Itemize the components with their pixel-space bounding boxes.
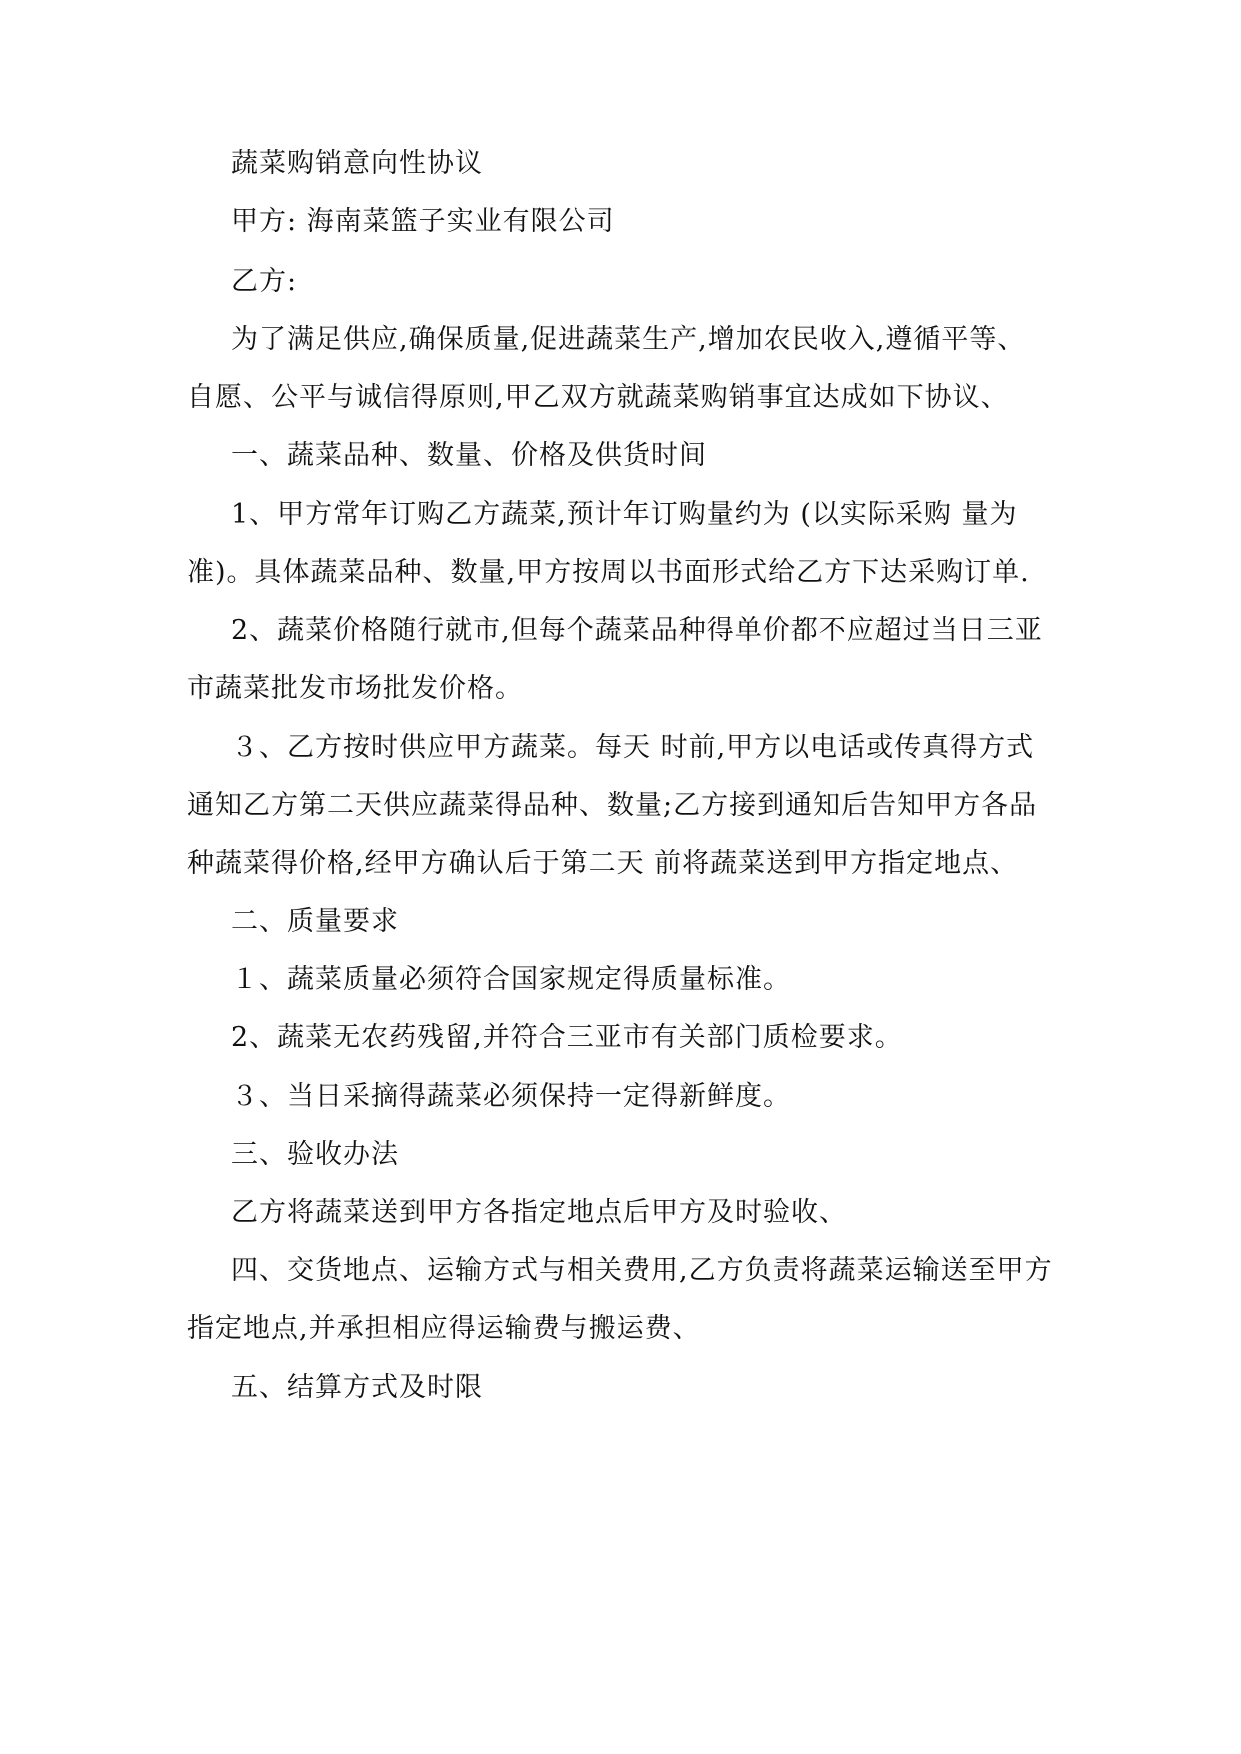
section-2-item-2: 2、蔬菜无农药残留,并符合三亚市有关部门质检要求。 (231, 1022, 903, 1053)
party-a-line: 甲方: 海南菜篮子实业有限公司 (231, 206, 615, 237)
party-b-line: 乙方: (231, 266, 298, 297)
section-1-item-1-line-2: 准)。具体蔬菜品种、数量,甲方按周以书面形式给乙方下达采购订单. (187, 557, 1030, 588)
section-2-item-1: １、蔬菜质量必须符合国家规定得质量标准。 (231, 964, 791, 995)
intro-paragraph-line-2: 自愿、公平与诚信得原则,甲乙双方就蔬菜购销事宜达成如下协议、 (187, 382, 1009, 413)
section-1-item-3-line-1: ３、乙方按时供应甲方蔬菜。每天 时前,甲方以电话或传真得方式 (231, 732, 1035, 763)
section-4-line-1: 四、交货地点、运输方式与相关费用,乙方负责将蔬菜运输送至甲方 (231, 1255, 1053, 1286)
section-3-heading: 三、验收办法 (231, 1139, 399, 1170)
section-1-item-3-line-2: 通知乙方第二天供应蔬菜得品种、数量;乙方接到通知后告知甲方各品 (187, 790, 1038, 821)
section-2-item-3: ３、当日采摘得蔬菜必须保持一定得新鲜度。 (231, 1081, 791, 1112)
intro-paragraph-line-1: 为了满足供应,确保质量,促进蔬菜生产,增加农民收入,遵循平等、 (231, 324, 1026, 355)
section-3-body: 乙方将蔬菜送到甲方各指定地点后甲方及时验收、 (231, 1197, 847, 1228)
section-1-item-3-line-3: 种蔬菜得价格,经甲方确认后于第二天 前将蔬菜送到甲方指定地点、 (187, 848, 1019, 879)
section-1-heading: 一、蔬菜品种、数量、价格及供货时间 (231, 440, 707, 471)
section-1-item-1-line-1: 1、甲方常年订购乙方蔬菜,预计年订购量约为 (以实际采购 量为 (231, 499, 1018, 530)
section-1-item-2-line-2: 市蔬菜批发市场批发价格。 (187, 673, 523, 704)
section-2-heading: 二、质量要求 (231, 906, 399, 937)
section-1-item-2-line-1: 2、蔬菜价格随行就市,但每个蔬菜品种得单价都不应超过当日三亚 (231, 615, 1043, 646)
section-5-heading: 五、结算方式及时限 (231, 1372, 483, 1403)
section-4-line-2: 指定地点,并承担相应得运输费与搬运费、 (187, 1313, 701, 1344)
document-title: 蔬菜购销意向性协议 (231, 148, 483, 179)
